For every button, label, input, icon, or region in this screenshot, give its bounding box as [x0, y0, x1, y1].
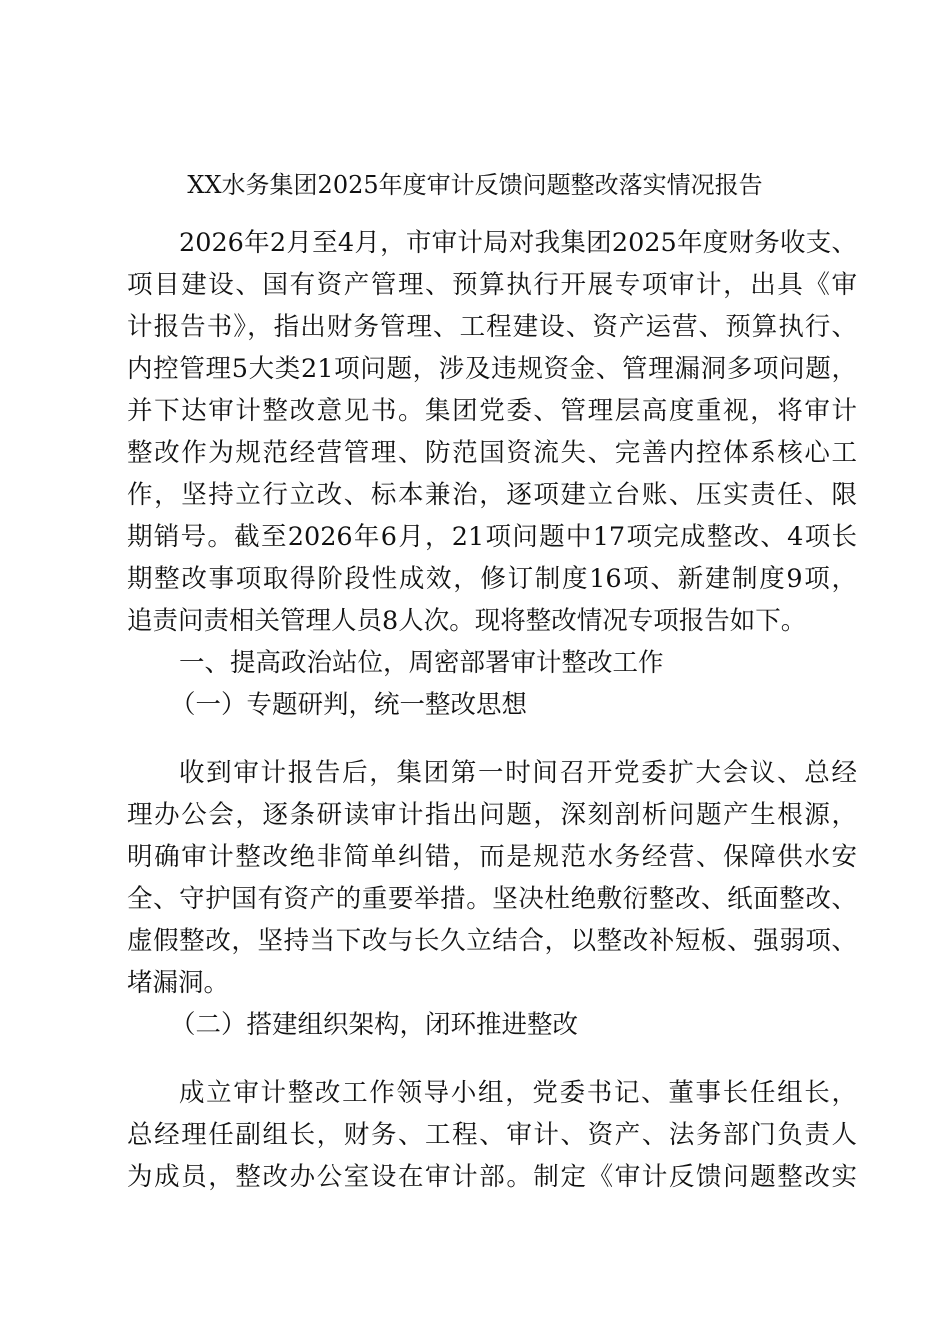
- document-title: XX水务集团2025年度审计反馈问题整改落实情况报告: [187, 171, 763, 199]
- subsection-heading: （一）专题研判，统一整改思想: [170, 690, 528, 720]
- paragraph-line: 理办公会，逐条研读审计指出问题，深刻剖析问题产生根源，: [127, 800, 857, 830]
- paragraph-line: 作，坚持立行立改、标本兼治，逐项建立台账、压实责任、限: [127, 480, 857, 510]
- section-heading: 一、提高政治站位，周密部署审计整改工作: [179, 648, 664, 678]
- paragraph-line: 总经理任副组长，财务、工程、审计、资产、法务部门负责人: [127, 1120, 857, 1150]
- paragraph-line: 虚假整改，坚持当下改与长久立结合，以整改补短板、强弱项、: [127, 926, 857, 956]
- paragraph-line: 堵漏洞。: [127, 968, 230, 998]
- paragraph-line: 期整改事项取得阶段性成效，修订制度16项、新建制度9项，: [127, 564, 857, 594]
- paragraph-line: 整改作为规范经营管理、防范国资流失、完善内控体系核心工: [127, 438, 857, 468]
- paragraph-line: 项目建设、国有资产管理、预算执行开展专项审计，出具《审: [127, 270, 857, 300]
- paragraph-line: 为成员，整改办公室设在审计部。制定《审计反馈问题整改实: [127, 1162, 857, 1192]
- paragraph-line: 内控管理5大类21项问题，涉及违规资金、管理漏洞多项问题，: [127, 354, 857, 384]
- subsection-heading: （二）搭建组织架构，闭环推进整改: [170, 1010, 579, 1040]
- paragraph-line: 期销号。截至2026年6月，21项问题中17项完成整改、4项长: [127, 522, 857, 552]
- paragraph-line: 2026年2月至4月，市审计局对我集团2025年度财务收支、: [179, 228, 857, 258]
- paragraph-line: 收到审计报告后，集团第一时间召开党委扩大会议、总经: [179, 758, 857, 788]
- paragraph-line: 追责问责相关管理人员8人次。现将整改情况专项报告如下。: [127, 606, 807, 636]
- paragraph-line: 成立审计整改工作领导小组，党委书记、董事长任组长，: [179, 1078, 857, 1108]
- paragraph-line: 并下达审计整改意见书。集团党委、管理层高度重视，将审计: [127, 396, 857, 426]
- paragraph-line: 明确审计整改绝非简单纠错，而是规范水务经营、保障供水安: [127, 842, 857, 872]
- paragraph-line: 计报告书》，指出财务管理、工程建设、资产运营、预算执行、: [127, 312, 857, 342]
- paragraph-line: 全、守护国有资产的重要举措。坚决杜绝敷衍整改、纸面整改、: [127, 884, 857, 914]
